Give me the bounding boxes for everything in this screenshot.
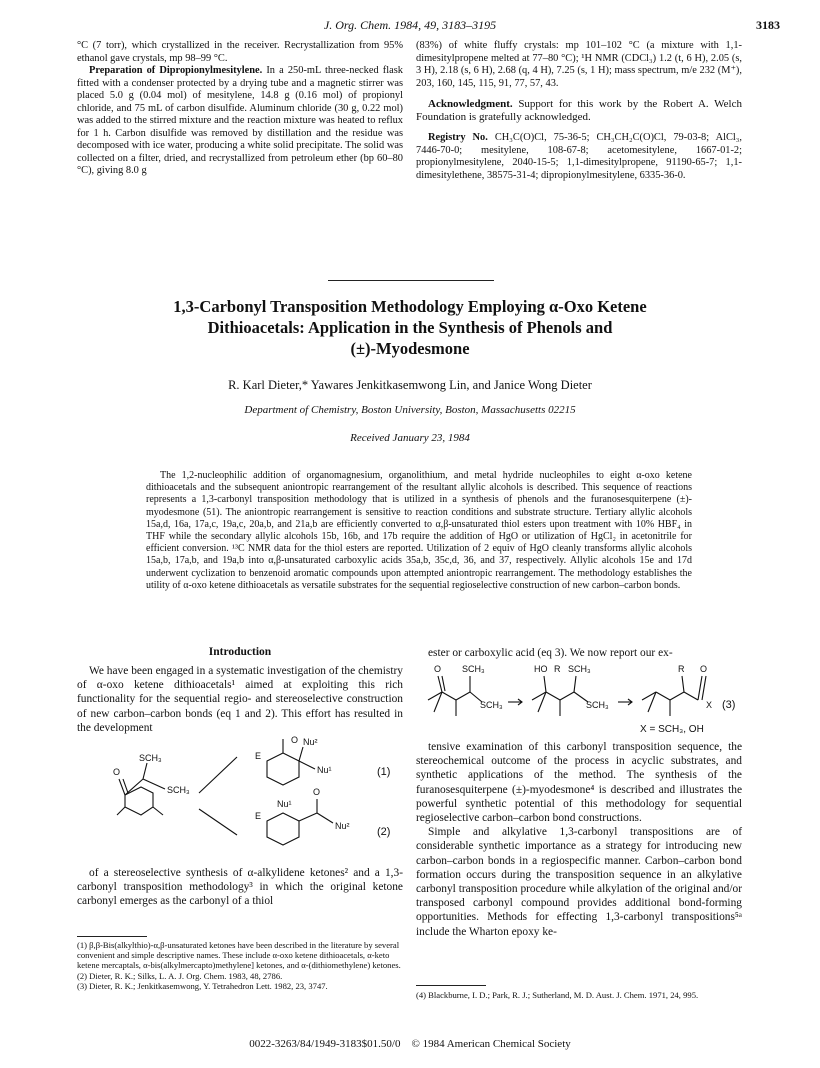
atom-label: O bbox=[113, 767, 121, 777]
authors: R. Karl Dieter,* Yawares Jenkitkasemwong Lin, and Janice Wong Dieter bbox=[228, 378, 592, 392]
acknowledgment bbox=[416, 98, 742, 124]
registry-body: CH₃C(O)Cl, 75-36-5; CH₃CH₂C(O)Cl, 79-03-8; AlCl₃, 7446-70-0; mesitylene, 108-67-8; acetomesitylene, 1667-01-2; propionylmesitylene, 2040-15-5; 1,1-dimesitylpropene, 91190-65-7; 1,1-dimesitylethene, 38575-31-4; dipropionylmesitylene, 6335-36-0. bbox=[416, 132, 743, 181]
bond bbox=[574, 676, 576, 692]
scheme-eq-3 bbox=[416, 662, 742, 736]
intro-paragraph-2 bbox=[77, 866, 403, 909]
atom-label: Nu² bbox=[335, 821, 350, 831]
atom-label: SCH₃ bbox=[139, 753, 162, 763]
bond bbox=[143, 763, 147, 779]
bond bbox=[648, 692, 656, 712]
bond bbox=[143, 779, 165, 789]
right-body bbox=[416, 740, 742, 939]
atom-label: SCH₃ bbox=[167, 785, 190, 795]
footnote-rule bbox=[77, 936, 147, 937]
footnote: (4) Blackburne, I. D.; Park, R. J.; Sutherland, M. D. Aust. J. Chem. 1971, 24, 995. bbox=[416, 990, 699, 1000]
top-left-column bbox=[77, 40, 403, 178]
bond bbox=[299, 747, 303, 761]
atom-label: O bbox=[434, 664, 442, 674]
section-heading: Introduction bbox=[208, 646, 272, 658]
paragraph: of a stereoselective synthesis of α-alkylidene ketones² and a 1,3-carbonyl transposition methodology³ in which the original ketone carbonyl emerges as the carbonyl of a thiol bbox=[77, 867, 403, 908]
atom-label: E bbox=[255, 811, 262, 821]
bond bbox=[317, 813, 333, 823]
atom-label: SCH₃ bbox=[586, 700, 609, 710]
bond bbox=[117, 807, 125, 815]
atom-label: Nu² bbox=[303, 737, 318, 747]
scheme-eq-1-2 bbox=[77, 735, 403, 857]
right-body-top bbox=[416, 646, 742, 660]
atom-label: SCH₃ bbox=[462, 664, 485, 674]
bond bbox=[684, 692, 698, 700]
paragraph-heading: Preparation of Dipropionylmesitylene. bbox=[89, 65, 263, 76]
atom-label: Nu¹ bbox=[277, 799, 292, 809]
bond bbox=[560, 692, 574, 700]
title-line: (±)-Myodesmone bbox=[350, 339, 470, 358]
footnotes-right bbox=[416, 990, 742, 1000]
atom-label: SCH₃ bbox=[480, 700, 503, 710]
affiliation: Department of Chemistry, Boston University, Boston, Massachusetts 02215 bbox=[244, 404, 576, 416]
bond bbox=[299, 761, 315, 769]
atom-label: O bbox=[700, 664, 708, 674]
paragraph: ester or carboxylic acid (eq 3). We now report our ex- bbox=[428, 647, 673, 659]
atom-label: R bbox=[678, 664, 685, 674]
bond bbox=[546, 692, 560, 700]
footnote: (3) Dieter, R. K.; Jenkitkasemwong, Y. Tetrahedron Lett. 1982, 23, 3747. bbox=[77, 980, 328, 991]
bond bbox=[434, 692, 442, 712]
footnote: (2) Dieter, R. K.; Silks, L. A. J. Org. Chem. 1983, 48, 2786. bbox=[77, 970, 283, 981]
acknowledgment-heading: Acknowledgment. bbox=[428, 98, 513, 110]
page-number: 3183 bbox=[756, 18, 780, 32]
top-right-column bbox=[416, 40, 742, 182]
acknowledgment-body: Support for this work by the Robert A. Welch Foundation is gratefully acknowledged. bbox=[416, 98, 742, 123]
atom-label: Nu¹ bbox=[317, 765, 332, 775]
ring-top bbox=[267, 753, 299, 785]
abstract: The 1,2-nucleophilic addition of organomagnesium, organolithium, and metal hydride nucleophiles to eight α-oxo ketene dithioacetals and the subsequent aniontropic rearrangement of the resultant allylic alcohols is described. This sequence of reactions represents a 1,3-carbonyl transposition methodology that is utilized in a synthesis of phenols and the furanosesquiterpene (±)-myodesmone (51). The aniontropic rearrangement is sensitive to reaction conditions and substrate structure. Tertiary allylic alcohols 15a,d, 16a, 17a,c, 19a,c, 20a,b, and 21a,b are efficiently converted to α,β-unsaturated thiol esters upon treatment with 10% HBF₄ in THF while the secondary allylic alcohols 15b, 16b, and 17b require the addition of HgO or utilization of HgCl₂ in acetonitrile for efficient conversion. ¹³C NMR data for the thiol esters are reported. Utilization of 2 equiv of HgO cleanly transforms allylic alcohols 15a,b, 17a,b, and 19a,b into α,β-unsaturated carboxylic acids 35a,b, 35c,d, 36, and 37, respectively. Allylic alcohols 15e and 17d underwent cyclization to benzenoid aromatic compounds upon attempted aniontropic rearrangement. The methodology establishes the utility of α-oxo ketene dithioacetals as versatile substrates for the sequential regioselective construction of new carbon–carbon bonds. bbox=[146, 470, 692, 591]
title-line: Dithioacetals: Application in the Synthesis of Phenols and bbox=[207, 318, 613, 337]
bond bbox=[153, 807, 163, 815]
equation-number: (3) bbox=[722, 699, 736, 711]
footnotes-left bbox=[77, 940, 403, 991]
x-definition: X = SCH₃, OH bbox=[640, 724, 704, 735]
registry-heading: Registry No. bbox=[428, 132, 488, 143]
atom-label: SCH₃ bbox=[568, 664, 591, 674]
running-header: J. Org. Chem. 1984, 49, 3183–3195 bbox=[323, 18, 497, 32]
paragraph: We have been engaged in a systematic investigation of the chemistry of α-oxo ketene dithioacetals¹ aimed at exploiting this rich functionality for the sequential regio- and stereoselective construction of new carbon–carbon bonds (eq 1 and 2). This effort has resulted in the development bbox=[77, 665, 403, 734]
paragraph: °C (7 torr), which crystallized in the receiver. Recrystallization from 95% ethanol gave crystals, mp 98–99 °C. bbox=[77, 40, 403, 64]
intro-paragraph-1 bbox=[77, 664, 403, 735]
bond bbox=[702, 676, 706, 700]
section-separator bbox=[328, 280, 494, 281]
equation-number: (1) bbox=[377, 766, 391, 778]
atom-label: E bbox=[255, 751, 262, 761]
footer-code: 0022-3263/84/1949-3183$01.50/0 bbox=[249, 1038, 401, 1050]
bond bbox=[670, 692, 684, 700]
bond bbox=[456, 692, 470, 700]
received-date: Received January 23, 1984 bbox=[350, 432, 470, 444]
paragraph: Simple and alkylative 1,3-carbonyl transpositions are of considerable synthetic importance as a strategy for introducing new carbon–carbon bonds in a regiospecific manner. Carbon–carbon bond formation occurs during the transposition sequence in an alkylative carbonyl transposition procedure while alkylation of the original and/or transposed carbonyl compound provides additional bond-forming opportunities. Methods for effecting 1,3-carbonyl transpositions⁵ᵃ include the Wharton epoxy ke- bbox=[416, 826, 742, 938]
bond bbox=[544, 676, 546, 692]
paragraph bbox=[77, 65, 403, 178]
equation-number: (2) bbox=[377, 826, 391, 838]
arrow-down bbox=[199, 809, 237, 835]
atom-label: HO bbox=[534, 664, 548, 674]
ring-bottom bbox=[267, 813, 299, 845]
atom-label: R bbox=[554, 664, 561, 674]
page-footer bbox=[0, 1038, 820, 1050]
paragraph: (83%) of white fluffy crystals: mp 101–102 °C (a mixture with 1,1-dimesitylpropene melted at 77–80 °C); ¹H NMR (CDCl₃) 1.2 (t, 6 H), 2.05 (s, 3 H), 2.18 (s, 6 H), 2.68 (q, 4 H), 7.25 (s, 1 H); mass spectrum, m/e 232 (M⁺), 203, 160, 145, 115, 91, 77, 57, 43. bbox=[416, 40, 742, 89]
footnote-rule bbox=[416, 985, 486, 986]
paragraph-body: In a 250-mL three-necked flask fitted with a condenser protected by a drying tube and a magnetic stirrer was placed 5.0 g (0.04 mol) of mesitylene, 14.8 g (0.16 mol) of propionyl chloride, and 75 mL of carbon disulfide. Aluminum chloride (30 g, 0.22 mol) was added to the stirred mixture and the reaction mixture was heated to reflux for 1 h. Carbon disulfide was removed by distillation and the residue was decomposed with ice water, producing a white solid precipitate. The solid was collected on a filter, dried, and recrystallized from petroleum ether (bp 60–80 °C), giving 8.0 g bbox=[77, 65, 403, 176]
registry bbox=[416, 132, 742, 182]
atom-label: X bbox=[706, 700, 713, 710]
atom-label: O bbox=[291, 735, 299, 745]
bond bbox=[442, 692, 456, 700]
bond bbox=[682, 676, 684, 692]
arrow-up bbox=[199, 757, 237, 793]
bond bbox=[438, 676, 442, 692]
bond bbox=[656, 692, 670, 700]
footnote: (1) β,β-Bis(alkylthio)-α,β-unsaturated ketones have been described in the literature by several convenient and simple descriptive names. These include α-oxo ketene dithioacetals, α-keto ketene mercaptals, α-bis(alkylmercapto)methylene] ketones, and α-(dithiomethylene) ketones. bbox=[77, 940, 401, 971]
atom-label: O bbox=[313, 787, 321, 797]
bond bbox=[698, 676, 702, 700]
article-title bbox=[90, 296, 730, 359]
footer-copyright: © 1984 American Chemical Society bbox=[411, 1038, 571, 1050]
paragraph: tensive examination of this carbonyl transposition sequence, the stereochemical outcome of the process in acyclic substrates, and synthetic applications of the method. The synthesis of the furanosesquiterpene (±)-myodesmone⁴ is described and illustrates the powerful synthetic potential of this methodology for sequential regioselective carbon–carbon bond constructions. bbox=[416, 741, 742, 825]
bond bbox=[299, 813, 317, 821]
title-line: 1,3-Carbonyl Transposition Methodology Employing α-Oxo Ketene bbox=[173, 297, 647, 316]
bond bbox=[442, 676, 445, 691]
bond bbox=[538, 692, 546, 712]
